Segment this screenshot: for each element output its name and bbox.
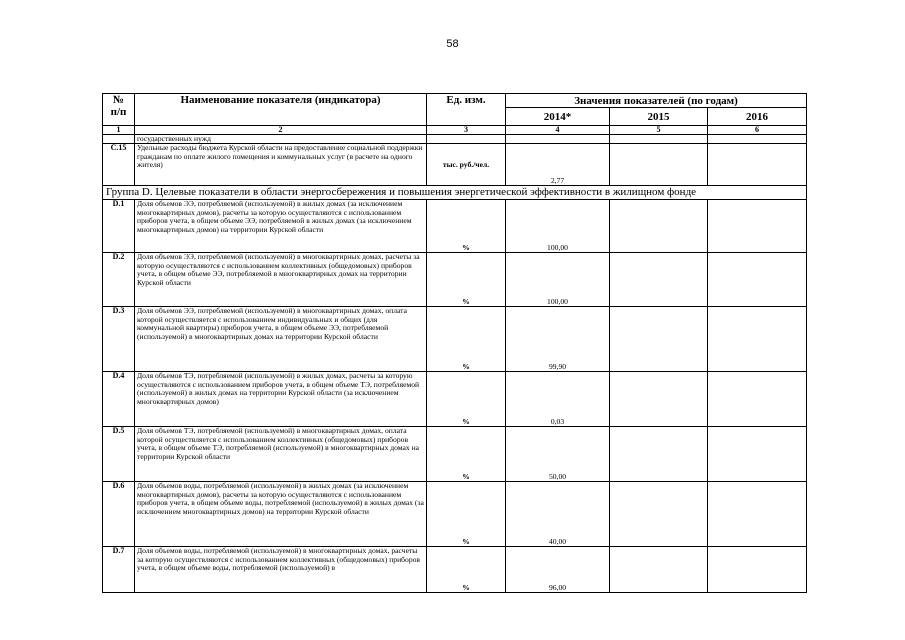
table-row <box>103 253 807 307</box>
row-value-2015 <box>610 372 708 427</box>
row-value-2014: 2,77 <box>506 144 610 186</box>
row-unit: % <box>427 200 506 253</box>
index-cell: 3 <box>427 126 506 135</box>
row-value-2014: 50,00 <box>506 427 610 482</box>
row-unit: % <box>427 372 506 427</box>
row-unit: % <box>427 427 506 482</box>
row-name: Доля объемов ЭЭ, потребляемой (используемой) в жилых домах (за исключением многоквартирных домов), расчеты за которую осуществляются с использованием приборов учета, в общем объеме ЭЭ, потребляемой в жилых домах (за исключением многоквартирных домов) на территории Курской области <box>135 200 427 253</box>
index-row <box>103 126 807 135</box>
header-unit: Ед. изм. <box>427 94 506 126</box>
header-year-2016: 2016 <box>708 108 807 126</box>
row-value-2015 <box>610 547 708 593</box>
table-row <box>103 427 807 482</box>
index-cell: 6 <box>708 126 807 135</box>
index-cell: 4 <box>506 126 610 135</box>
continuation-row <box>103 135 807 144</box>
header-year-2015: 2015 <box>610 108 708 126</box>
header-name: Наименование показателя (индикатора) <box>135 94 427 126</box>
header-year-2014: 2014* <box>506 108 610 126</box>
row-value-2014: 100,00 <box>506 200 610 253</box>
table-row <box>103 144 807 186</box>
header-values: Значения показателей (по годам) <box>506 94 807 108</box>
row-value-2014: 0,03 <box>506 372 610 427</box>
index-cell: 1 <box>103 126 135 135</box>
table-row <box>103 547 807 593</box>
row-value-2016 <box>708 427 807 482</box>
table-row <box>103 372 807 427</box>
row-name: Доля объемов ТЭ, потребляемой (используемой) в жилых домах, расчеты за которую осуществляются с использованием приборов учета, в общем объеме ТЭ, потребляемой (используемой) в жилых домах на территории Курской области (за исключением многоквартирных домов) <box>135 372 427 427</box>
row-value-2015 <box>610 427 708 482</box>
row-value-2016 <box>708 372 807 427</box>
row-code: D.7 <box>103 547 135 593</box>
row-code: D.1 <box>103 200 135 253</box>
table-row <box>103 307 807 372</box>
row-value-2016 <box>708 547 807 593</box>
table-row <box>103 200 807 253</box>
row-value-2014: 96,00 <box>506 547 610 593</box>
row-unit: % <box>427 307 506 372</box>
row-unit: % <box>427 547 506 593</box>
row-code: D.6 <box>103 482 135 547</box>
row-name: Доля объемов воды, потребляемой (используемой) в жилых домах (за исключением многоквартирных домов), расчеты за которую осуществляются с использованием приборов учета, в общем объеме воды, потребляемой (используемой) в жилых домах (за исключением многоквартирных домов) на территории Курской области <box>135 482 427 547</box>
row-value-2016 <box>708 200 807 253</box>
row-code: D.4 <box>103 372 135 427</box>
row-value-2016 <box>708 253 807 307</box>
row-value-2015 <box>610 307 708 372</box>
row-unit: % <box>427 482 506 547</box>
row-name: Удельные расходы бюджета Курской области на предоставление социальной поддержки гражданам по оплате жилого помещения и коммунальных услуг (в расчете на одного жителя) <box>135 144 427 186</box>
row-value-2014: 40,00 <box>506 482 610 547</box>
index-cell: 5 <box>610 126 708 135</box>
row-name: Доля объемов ТЭ, потребляемой (используемой) в многоквартирных домах, оплата которой осуществляется с использованием коллективных (общедомовых) приборов учета, в общем объеме ТЭ, потребляемой (используемой) в многоквартирных домах на территории Курской области <box>135 427 427 482</box>
group-row <box>103 186 807 200</box>
header-num: № п/п <box>103 94 135 126</box>
row-unit: % <box>427 253 506 307</box>
row-code: С.15 <box>103 144 135 186</box>
table-row <box>103 482 807 547</box>
continuation-text: государственных нужд <box>135 135 427 144</box>
row-unit: тыс. руб./чел. <box>427 144 506 186</box>
row-value-2015 <box>610 200 708 253</box>
group-title: Группа D. Целевые показатели в области энергосбережения и повышения энергетической эффективности в жилищном фонде <box>103 186 807 200</box>
row-value-2015 <box>610 482 708 547</box>
row-name: Доля объемов ЭЭ, потребляемой (используемой) в многоквартирных домах, расчеты за которую осуществляются с использованием коллективных (общедомовых) приборов учета, в общем объеме ЭЭ, потребляемой в многоквартирных домах на территории Курской области <box>135 253 427 307</box>
row-code: D.5 <box>103 427 135 482</box>
row-value-2016 <box>708 307 807 372</box>
row-code: D.3 <box>103 307 135 372</box>
row-value-2014: 100,00 <box>506 253 610 307</box>
indicators-table <box>102 93 807 593</box>
row-code: D.2 <box>103 253 135 307</box>
index-cell: 2 <box>135 126 427 135</box>
row-value-2015 <box>610 253 708 307</box>
page-number: 58 <box>446 38 459 50</box>
row-name: Доля объемов ЭЭ, потребляемой (используемой) в многоквартирных домах, оплата которой осуществляется с использованием индивидуальных и общих (для коммунальной квартиры) приборов учета, в общем объеме ЭЭ, потребляемой (используемой) в многоквартирных домах на территории Курской области <box>135 307 427 372</box>
row-value-2016 <box>708 482 807 547</box>
row-value-2014: 99,90 <box>506 307 610 372</box>
row-name: Доля объемов воды, потребляемой (используемой) в многоквартирных домах, расчеты за которую осуществляются с использованием коллективных (общедомовых) приборов учета, в общем объеме воды, потребляемой (используемой) в <box>135 547 427 593</box>
